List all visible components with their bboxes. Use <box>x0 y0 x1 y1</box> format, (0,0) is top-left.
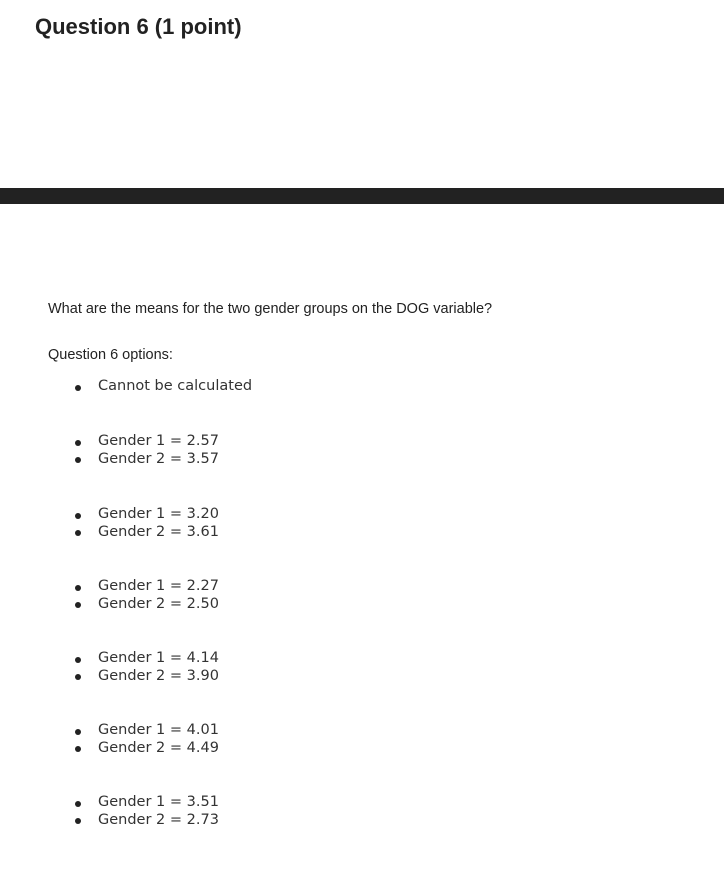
bullet-icon <box>75 801 81 807</box>
section-divider <box>0 188 724 204</box>
option-line <box>72 740 472 758</box>
option-3[interactable] <box>72 506 472 541</box>
bullet-icon <box>75 513 81 519</box>
option-line <box>72 722 472 740</box>
option-text: Cannot be calculated <box>98 378 253 394</box>
option-line <box>72 650 472 668</box>
bullet-icon <box>75 746 81 752</box>
option-text: Gender 1 = 4.14 <box>98 650 219 666</box>
option-line <box>72 506 472 524</box>
bullet-icon <box>75 602 81 608</box>
option-6[interactable] <box>72 722 472 757</box>
option-line <box>72 794 472 812</box>
bullet-icon <box>75 530 81 536</box>
option-5[interactable] <box>72 650 472 685</box>
bullet-icon <box>75 674 81 680</box>
option-text: Gender 2 = 3.90 <box>98 667 219 684</box>
option-line <box>72 578 472 596</box>
bullet-icon <box>75 457 81 463</box>
option-text: Gender 1 = 3.20 <box>98 506 219 522</box>
option-line <box>72 524 472 542</box>
bullet-icon <box>75 818 81 824</box>
option-7[interactable] <box>72 794 472 829</box>
option-text: Gender 1 = 4.01 <box>98 722 219 738</box>
option-text: Gender 2 = 4.49 <box>98 739 219 756</box>
options-label: Question 6 options: <box>48 347 173 363</box>
option-text: Gender 2 = 2.73 <box>98 811 219 828</box>
option-text: Gender 2 = 3.61 <box>98 523 219 540</box>
bullet-icon <box>75 585 81 591</box>
option-1[interactable] <box>72 378 472 396</box>
bullet-icon <box>75 729 81 735</box>
option-text: Gender 1 = 3.51 <box>98 794 219 810</box>
bullet-icon <box>75 385 81 391</box>
bullet-icon <box>75 657 81 663</box>
option-4[interactable] <box>72 578 472 613</box>
option-text: Gender 1 = 2.27 <box>98 578 219 594</box>
option-line <box>72 668 472 686</box>
option-text: Gender 2 = 2.50 <box>98 595 219 612</box>
option-line <box>72 433 472 451</box>
option-text: Gender 2 = 3.57 <box>98 450 219 467</box>
option-line <box>72 596 472 614</box>
option-line <box>72 451 472 469</box>
option-text: Gender 1 = 2.57 <box>98 433 219 449</box>
bullet-icon <box>75 440 81 446</box>
option-line <box>72 378 472 396</box>
option-line <box>72 812 472 830</box>
question-prompt: What are the means for the two gender groups on the DOG variable? <box>48 301 493 317</box>
question-title: Question 6 (1 point) <box>35 14 242 39</box>
option-2[interactable] <box>72 433 472 468</box>
